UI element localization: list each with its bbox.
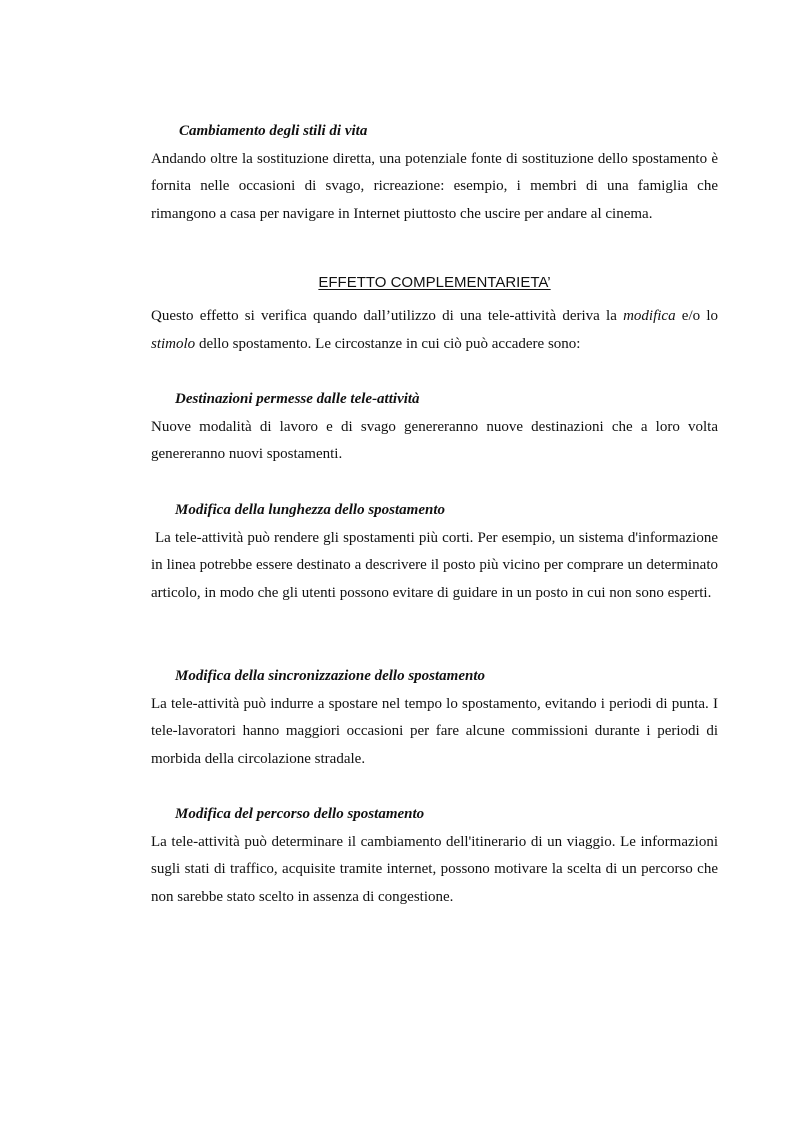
section-paragraph: La tele-attività può indurre a spostare nel tempo lo spostamento, evitando i periodi di punta. I tele-lavoratori hanno maggiori occasioni per fare alcune commissioni durante i periodi di morbida della circolazione stradale.	[151, 695, 718, 767]
section-lunghezza	[151, 497, 718, 607]
section-title-effetto: EFFETTO COMPLEMENTARIETA’	[318, 274, 551, 291]
section-heading: Destinazioni permesse dalle tele-attività	[175, 391, 420, 407]
section-paragraph: Andando oltre la sostituzione diretta, una potenziale fonte di sostituzione dello spostamento è fornita nelle occasioni di svago, ricreazione: esempio, i membri di una famiglia che rimangono a casa per navigare in Internet piuttosto che uscire per andare al cinema.	[151, 150, 718, 222]
section-cambiamento	[151, 118, 718, 228]
section-percorso	[151, 801, 718, 911]
paragraph-text: e/o lo	[675, 308, 718, 324]
section-paragraph: Nuove modalità di lavoro e di svago genereranno nuove destinazioni che a loro volta genereranno nuovi spostamenti.	[151, 418, 718, 462]
section-destinazioni	[151, 386, 718, 469]
section-heading: Modifica del percorso dello spostamento	[175, 806, 425, 822]
emphasis-stimolo: stimolo	[151, 335, 196, 352]
section-paragraph: La tele-attività può determinare il cambiamento dell'itinerario di un viaggio. Le informazioni sugli stati di traffico, acquisite tramite internet, possono motivare la scelta di un percorso che non sarebbe stato scelto in assenza di congestione.	[151, 833, 718, 905]
emphasis-modifica: modifica	[623, 308, 676, 324]
paragraph-text: dello spostamento. Le circostanze in cui ciò può accadere sono:	[195, 335, 581, 352]
section-paragraph: La tele-attività può rendere gli spostamenti più corti. Per esempio, un sistema d'informazione in linea potrebbe essere destinato a descrivere il posto più vicino per comprare un determinato articolo, in modo che gli utenti possono evitare di guidare in un posto in cui non sono esperti.	[151, 529, 718, 601]
section-sincronizzazione	[151, 663, 718, 773]
section-heading: Modifica della sincronizzazione dello spostamento	[175, 668, 486, 684]
section-heading: Cambiamento degli stili di vita	[179, 123, 368, 139]
section-heading: Modifica della lunghezza dello spostamento	[175, 502, 446, 518]
section-effetto	[151, 303, 718, 358]
paragraph-text: Questo effetto si verifica quando dall’utilizzo di una tele-attività deriva la	[151, 308, 624, 324]
section-paragraph	[151, 303, 718, 358]
